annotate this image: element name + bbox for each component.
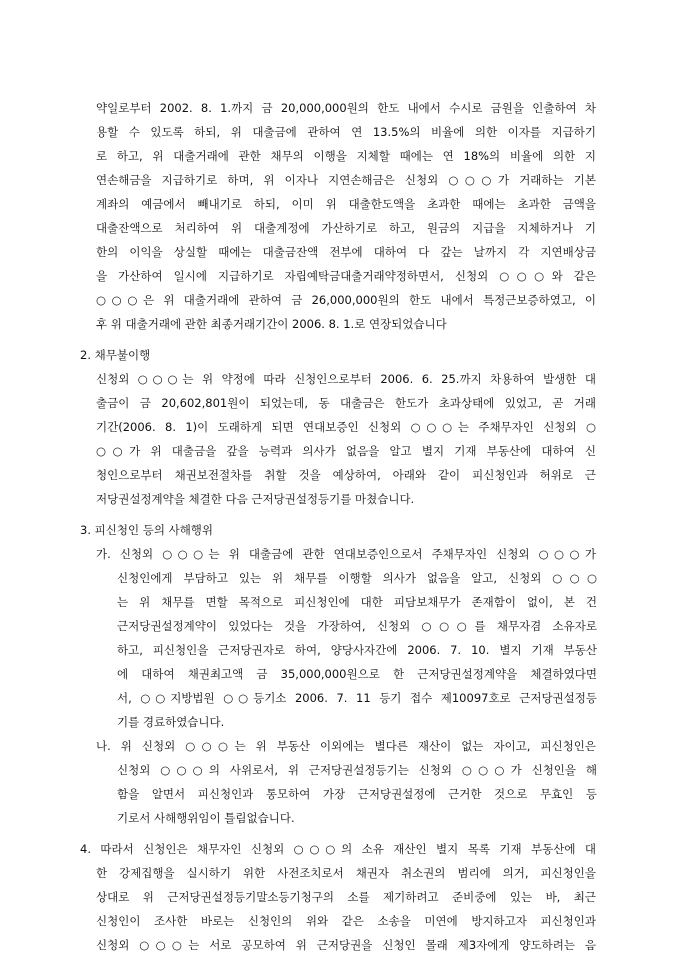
text-line: 한의 이익을 상실할 때에는 대출금잔액 전부에 대하여 다 갚는 날까지 각 지연배상금 bbox=[96, 245, 596, 259]
text-line: ○○가 위 대출금을 갚을 능력과 의사가 없음을 알고 별지 기재 부동산에 대하여 신 bbox=[96, 444, 596, 458]
text-line: 기간(2006. 8. 1)이 도래하게 되면 연대보증인 신청외 ○○○는 주채무자인 신청외 ○ bbox=[96, 420, 596, 434]
text-line: 출금이 금 20,602,801원이 되었는데, 동 대출금은 한도가 초과상태에 있었고, 곧 거래 bbox=[96, 396, 596, 410]
text-line: 기를 경료하였습니다. bbox=[117, 715, 225, 729]
text-line: 근저당권설정계약이 있었다는 것을 가장하여, 신청외 ○○○를 채무자겸 소유자로 bbox=[117, 619, 597, 633]
text-line: 신청외 ○○○의 사위로서, 위 근저당권설정등기는 신청외 ○○○가 신청인을 해 bbox=[117, 763, 597, 777]
text-line: 신청인이 조사한 바로는 신청인의 위와 같은 소송을 미연에 방지하고자 피신청인과 bbox=[96, 914, 596, 928]
text-line: 함을 알면서 피신청인과 통모하여 가장 근저당권설정에 근거한 것으로 무효인 등 bbox=[117, 787, 597, 801]
text-line: 상대로 위 근저당권설정등기말소등기청구의 소를 제기하려고 준비중에 있는 바, 최근 bbox=[96, 890, 596, 904]
text-line: ○○○은 위 대출거래에 관하여 금 26,000,000원의 한도 내에서 특정근보증하였고, 이 bbox=[96, 293, 596, 307]
text-line: 연손해금을 지급하기로 하며, 위 이자나 지연손해금은 신청외 ○○○가 거래하는 기본 bbox=[96, 173, 596, 187]
text-line: 로 하고, 위 대출거래에 관한 채무의 이행을 지체할 때에는 연 18%의 비율에 의한 지 bbox=[96, 149, 596, 163]
text-line: 용할 수 있도록 하되, 위 대출금에 관하여 연 13.5%의 비율에 의한 이자를 지급하기 bbox=[96, 125, 596, 139]
text-line: 계좌의 예금에서 빼내기로 하되, 이미 위 대출한도액을 초과한 때에는 초과한 금액을 bbox=[96, 197, 596, 211]
text-line: 신청외 ○○○는 위 약정에 따라 신청인으로부터 2006. 6. 25.까지 차용하여 발생한 대 bbox=[96, 372, 596, 386]
text-line: 에 대하여 채권최고액 금 35,000,000원으로 한 근저당권설정계약을 체결하였다면 bbox=[117, 667, 597, 681]
text-line: 신청외 ○○○는 서로 공모하여 위 근저당권을 신청인 몰래 제3자에게 양도하려는 음 bbox=[96, 938, 596, 952]
text-line: 후 위 대출거래에 관한 최종거래기간이 2006. 8. 1.로 연장되었습니다 bbox=[96, 317, 447, 331]
text-line: 4. 따라서 신청인은 채무자인 신청외 ○○○의 소유 재산인 별지 목록 기재 부동산에 대 bbox=[80, 842, 596, 856]
section-heading: 2. 채무불이행 bbox=[80, 348, 151, 362]
text-line: 저당권설정계약을 체결한 다음 근저당권설정등기를 마쳤습니다. bbox=[96, 492, 415, 506]
text-line: 는 위 채무를 면할 목적으로 피신청인에 대한 피담보채무가 존재함이 없이, 본 건 bbox=[117, 595, 597, 609]
text-line: 가. 신청외 ○○○는 위 대출금에 관한 연대보증인으로서 주채무자인 신청외 ○○○가 bbox=[96, 547, 596, 561]
section-heading: 3. 피신청인 등의 사해행위 bbox=[80, 523, 214, 537]
text-line: 을 가산하여 일시에 지급하기로 자립예탁금대출거래약정하면서, 신청외 ○○○와 같은 bbox=[96, 269, 596, 283]
text-line: 기로서 사해행위임이 틀림없습니다. bbox=[117, 811, 295, 825]
text-line: 나. 위 신청외 ○○○는 위 부동산 이외에는 별다른 재산이 없는 자이고, 피신청인은 bbox=[96, 739, 596, 753]
text-line: 청인으로부터 채권보전절차를 취할 것을 예상하여, 아래와 같이 피신청인과 허위로 근 bbox=[96, 468, 596, 482]
text-line: 서, ○○지방법원 ○○등기소 2006. 7. 11 등기 접수 제10097호로 근저당권설정등 bbox=[117, 691, 597, 705]
text-line: 한 강제집행을 실시하기 위한 사전조치로서 채권자 취소권의 범리에 의거, 피신청인을 bbox=[96, 866, 596, 880]
text-line: 신청인에게 부담하고 있는 위 채무를 이행할 의사가 없음을 알고, 신청외 ○○○ bbox=[117, 571, 597, 585]
text-line: 대출잔액으로 처리하여 위 대출계정에 가산하기로 하고, 원금의 지급을 지체하거나 기 bbox=[96, 221, 596, 235]
text-line: 약일로부터 2002. 8. 1.까지 금 20,000,000원의 한도 내에서 수시로 금원을 인출하여 차 bbox=[96, 101, 596, 115]
text-line: 하고, 피신청인을 근저당권자로 하여, 양당사자간에 2006. 7. 10. 별지 기재 부동산 bbox=[117, 643, 597, 657]
